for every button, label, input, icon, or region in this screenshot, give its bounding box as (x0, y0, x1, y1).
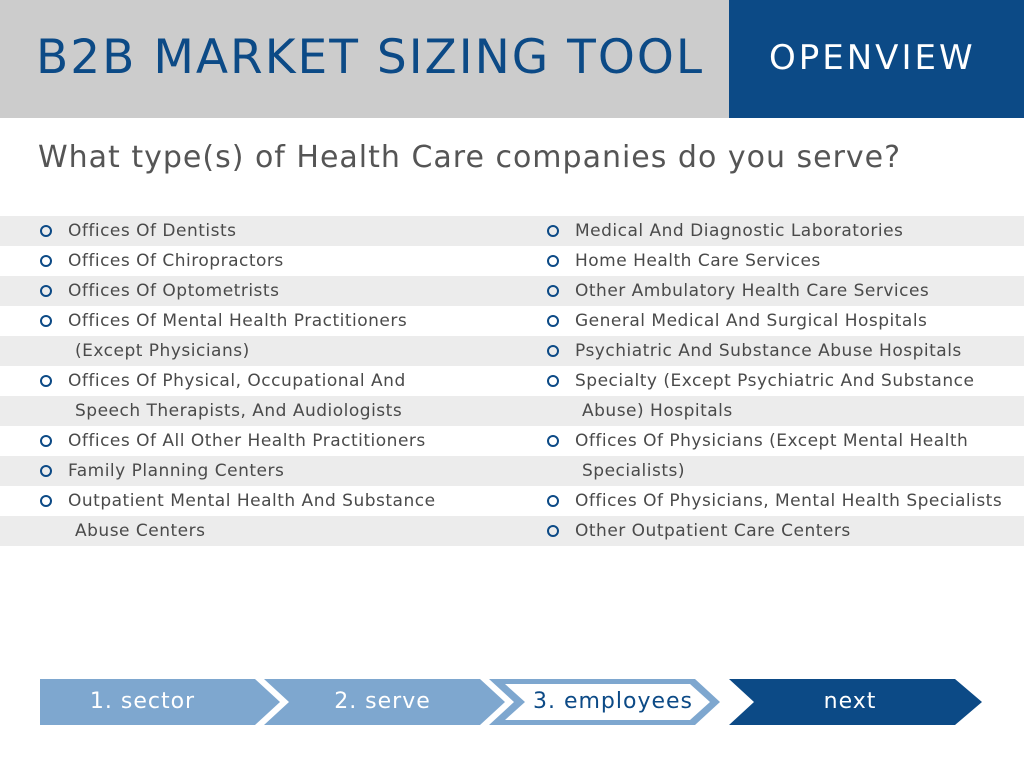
option-label-continued: (Except Physicians) (75, 341, 250, 361)
radio-circle-icon[interactable] (547, 495, 559, 507)
option-offices-of-physicians-except-mental-health[interactable] (545, 426, 1002, 456)
step-sector-label[interactable]: 1. sector (89, 689, 196, 714)
radio-circle-icon[interactable] (40, 225, 52, 237)
radio-circle-icon[interactable] (40, 375, 52, 387)
option-label: Psychiatric And Substance Abuse Hospitals (575, 341, 962, 361)
option-offices-of-physical-occupational-speech[interactable] (38, 366, 436, 396)
radio-circle-icon[interactable] (547, 345, 559, 357)
radio-circle-icon[interactable] (547, 315, 559, 327)
option-label: General Medical And Surgical Hospitals (575, 311, 928, 331)
option-other-outpatient-care-centers[interactable] (545, 516, 1002, 546)
radio-circle-icon[interactable] (547, 285, 559, 297)
option-offices-of-mental-health-practitioners[interactable] (38, 306, 436, 336)
option-label: Medical And Diagnostic Laboratories (575, 221, 904, 241)
radio-circle-icon[interactable] (40, 495, 52, 507)
option-label-continued: Abuse) Hospitals (582, 401, 733, 421)
option-other-ambulatory-health-care[interactable] (545, 276, 1002, 306)
radio-circle-icon[interactable] (40, 465, 52, 477)
option-label-continued: Specialists) (582, 461, 685, 481)
option-label: Home Health Care Services (575, 251, 821, 271)
option-offices-of-mental-health-practitioners-line2[interactable] (38, 336, 436, 366)
option-label: Other Ambulatory Health Care Services (575, 281, 930, 301)
option-psychiatric-substance-abuse-hospitals[interactable] (545, 336, 1002, 366)
option-label: Outpatient Mental Health And Substance (68, 491, 436, 511)
options-left-column (38, 216, 436, 546)
option-outpatient-mental-health-substance-abuse[interactable] (38, 486, 436, 516)
options-right-column (545, 216, 1002, 546)
radio-circle-icon[interactable] (40, 255, 52, 267)
radio-circle-icon[interactable] (547, 525, 559, 537)
option-label: Offices Of Mental Health Practitioners (68, 311, 408, 331)
option-offices-of-dentists[interactable] (38, 216, 436, 246)
option-label: Other Outpatient Care Centers (575, 521, 851, 541)
option-offices-of-all-other-health-practitioners[interactable] (38, 426, 436, 456)
option-medical-diagnostic-laboratories[interactable] (545, 216, 1002, 246)
step-serve-label[interactable]: 2. serve (334, 689, 431, 714)
option-general-medical-surgical-hospitals[interactable] (545, 306, 1002, 336)
radio-circle-icon[interactable] (547, 375, 559, 387)
header (0, 0, 1024, 118)
question-heading: What type(s) of Health Care companies do you serve? (38, 140, 902, 175)
radio-circle-icon[interactable] (40, 315, 52, 327)
option-offices-of-chiropractors[interactable] (38, 246, 436, 276)
title-banner (0, 0, 729, 118)
option-specialty-hospitals-line2[interactable] (545, 396, 1002, 426)
app-title: B2B MARKET SIZING TOOL (36, 30, 705, 85)
radio-circle-icon[interactable] (40, 285, 52, 297)
option-home-health-care-services[interactable] (545, 246, 1002, 276)
progress-steps (40, 679, 985, 725)
radio-circle-icon[interactable] (547, 255, 559, 267)
radio-circle-icon[interactable] (547, 435, 559, 447)
option-label: Offices Of Physicians, Mental Health Specialists (575, 491, 1003, 511)
step-employees-label[interactable]: 3. employees (532, 689, 694, 714)
option-offices-of-physical-occupational-speech-line2[interactable] (38, 396, 436, 426)
option-label: Family Planning Centers (68, 461, 285, 481)
option-label-continued: Speech Therapists, And Audiologists (75, 401, 403, 421)
next-button[interactable]: next (823, 689, 877, 714)
logo-banner (729, 0, 1024, 118)
option-family-planning-centers[interactable] (38, 456, 436, 486)
option-outpatient-mental-health-substance-abuse-line2[interactable] (38, 516, 436, 546)
option-label: Offices Of Physical, Occupational And (68, 371, 406, 391)
option-label-continued: Abuse Centers (75, 521, 206, 541)
openview-logo: OPENVIEW (769, 38, 976, 78)
option-offices-of-physicians-except-mental-health-line2[interactable] (545, 456, 1002, 486)
radio-circle-icon[interactable] (40, 435, 52, 447)
option-label: Offices Of Dentists (68, 221, 237, 241)
option-label: Offices Of Chiropractors (68, 251, 284, 271)
option-label: Offices Of Optometrists (68, 281, 280, 301)
radio-circle-icon[interactable] (547, 225, 559, 237)
option-label: Offices Of Physicians (Except Mental Health (575, 431, 969, 451)
option-offices-of-optometrists[interactable] (38, 276, 436, 306)
option-label: Offices Of All Other Health Practitioners (68, 431, 426, 451)
option-label: Specialty (Except Psychiatric And Substance (575, 371, 975, 391)
option-offices-of-physicians-mental-health-specialists[interactable] (545, 486, 1002, 516)
option-specialty-hospitals[interactable] (545, 366, 1002, 396)
